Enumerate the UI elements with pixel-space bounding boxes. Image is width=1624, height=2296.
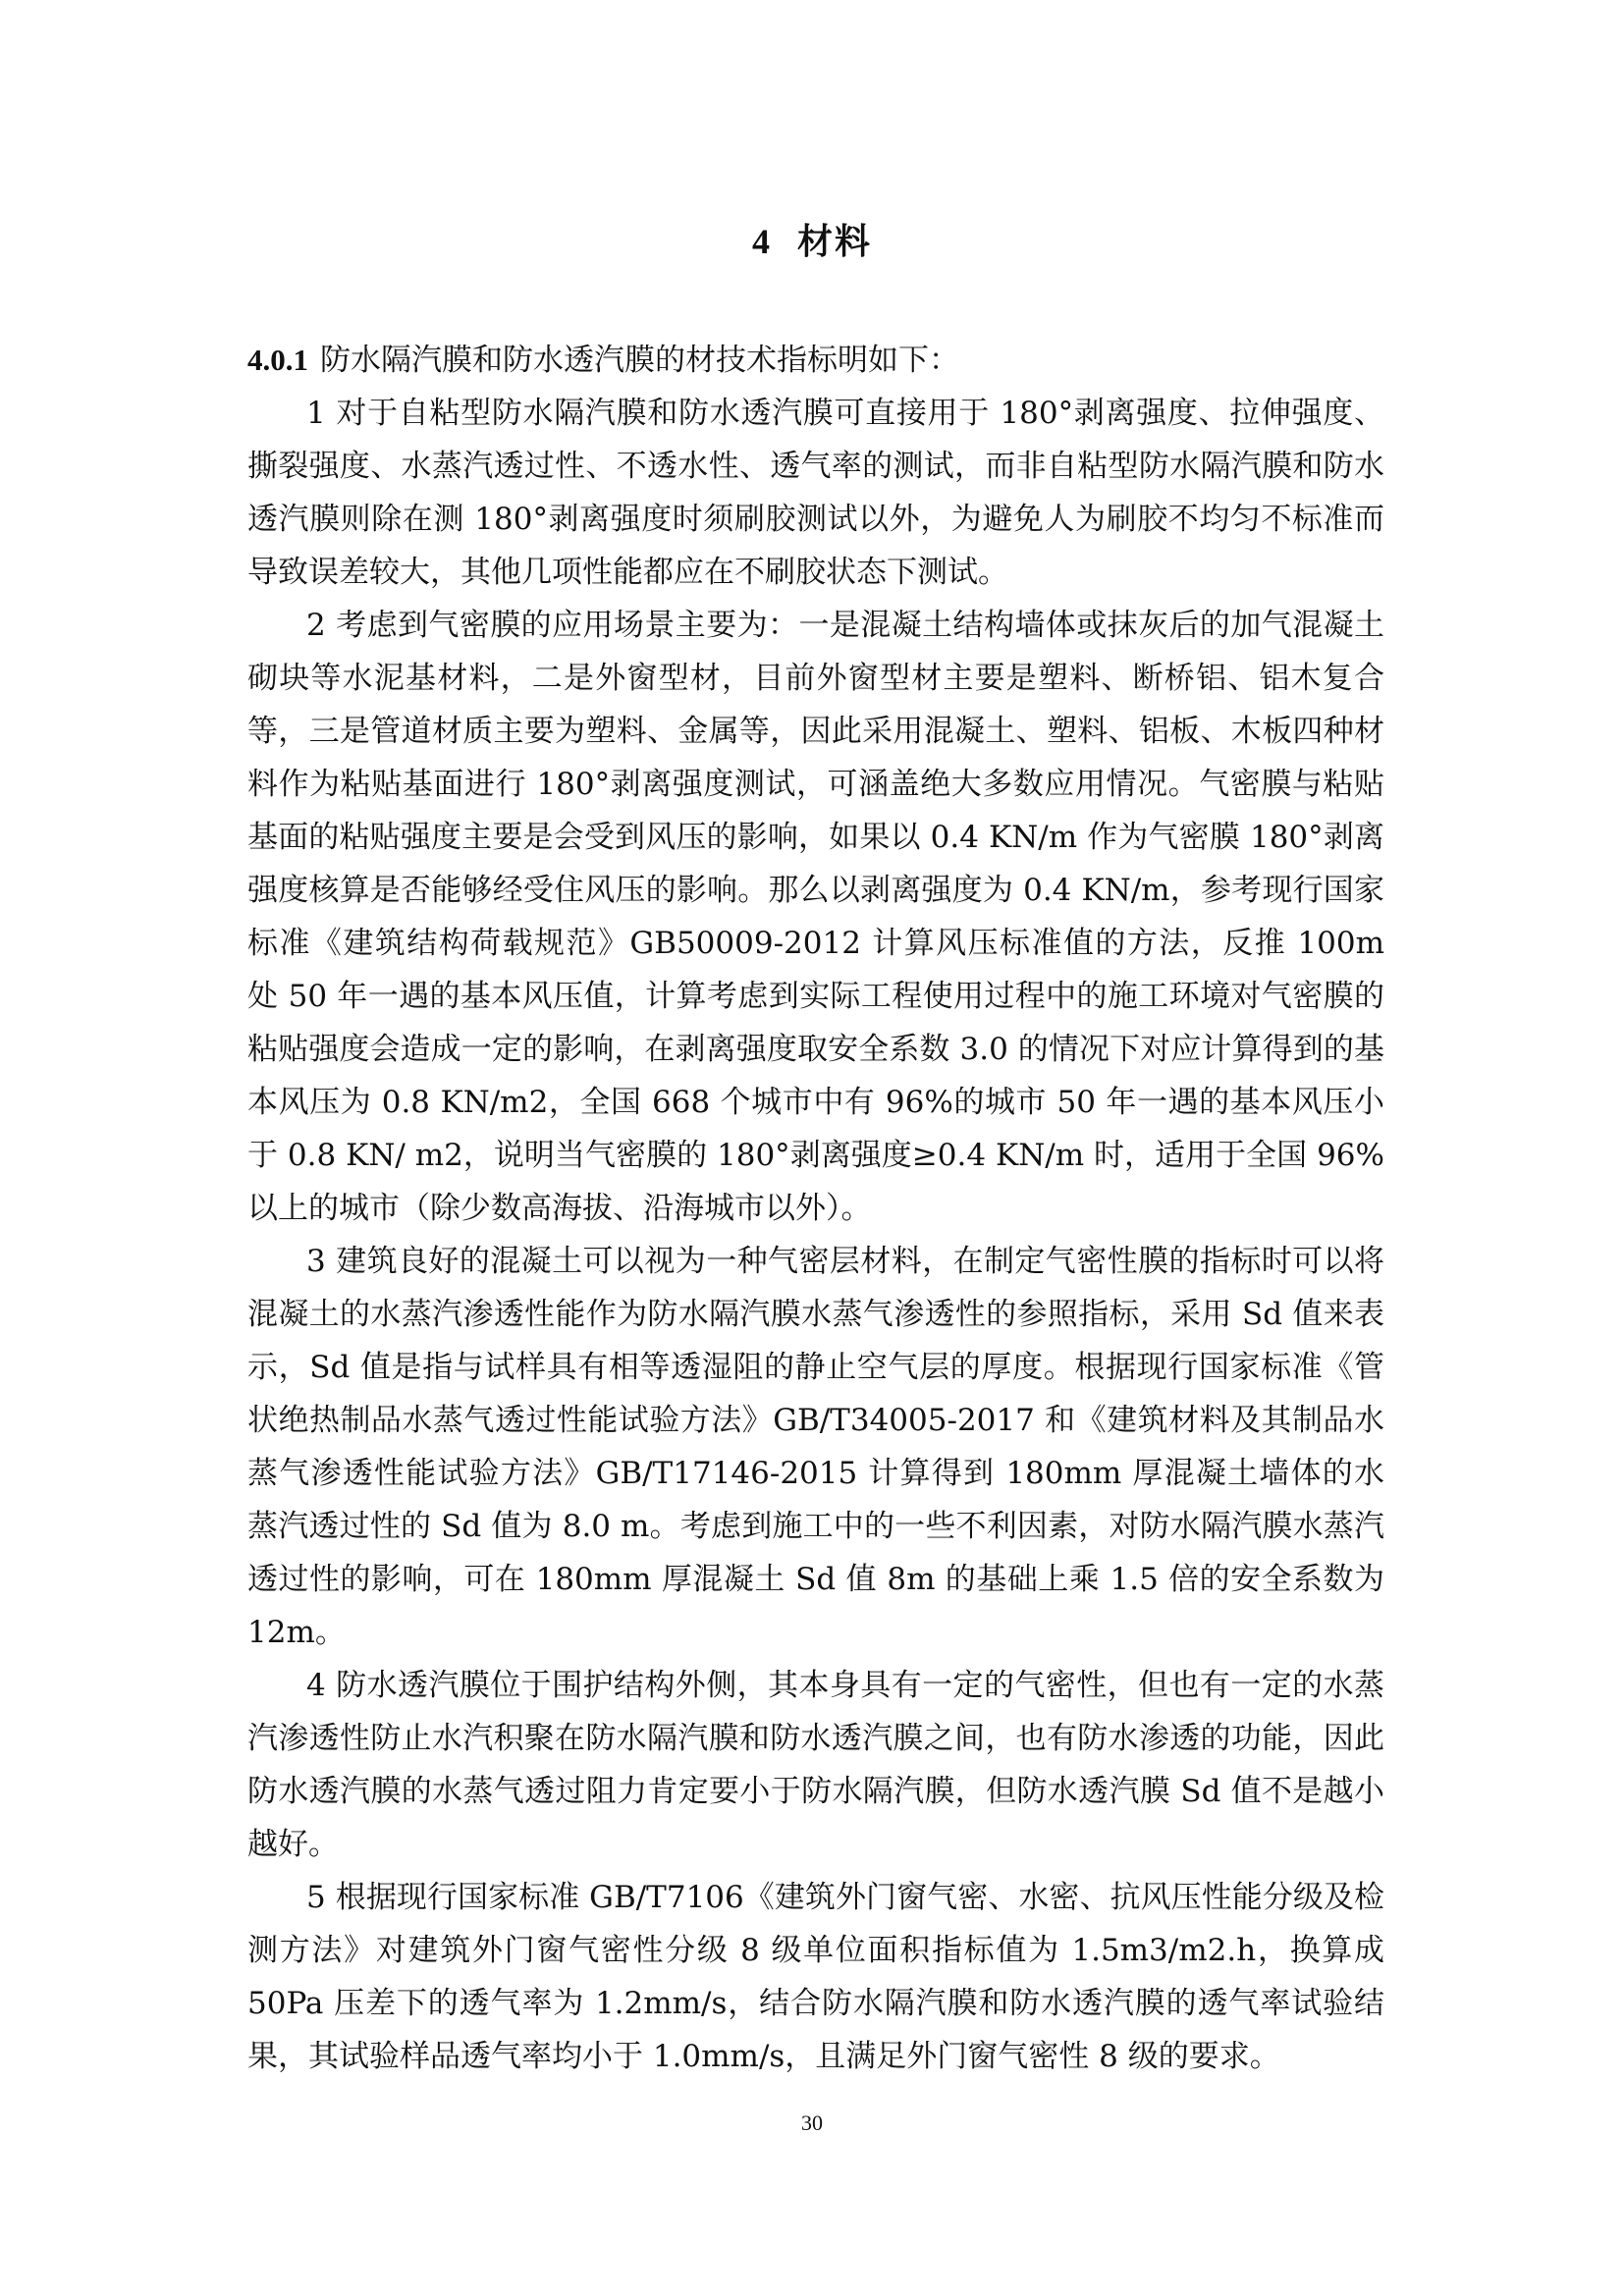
item-text: 考虑到气密膜的应用场景主要为：一是混凝土结构墙体或抹灰后的加气混凝土砌块等水泥基材料，二是外窗型材，目前外窗型材主要是塑料、断桥铝、铝木复合等，三是管道材质主要为塑料、金属等，因此采用混凝土、塑料、铝板、木板四种材料作为粘贴基面进行 180°剥离强度测试，可涵盖绝大多数应用情况。气密膜与粘贴基面的粘贴强度主要是会受到风压的影响，如果以 0.4 KN/m 作为气密膜 180°剥离强度核算是否能够经受住风压的影响。那么以剥离强度为 0.4 KN/m，参考现行国家标准《建筑结构荷载规范》GB50009-2012 计算风压标准值的方法，反推 100m 处 50 年一遇的基本风压值，计算考虑到实际工程使用过程中的施工环境对气密膜的粘贴强度会造成一定的影响，在剥离强度取安全系数 3.0 的情况下对应计算得到的基本风压为 0.8 KN/m2，全国 668 个城市中有 96%的城市 50 年一遇的基本风压小于 0.8 KN/ m2，说明当气密膜的 180°剥离强度≥0.4 KN/m 时，适用于全国 96%以上的城市（除少数高海拔、沿海城市以外）。 — [247, 608, 1384, 1226]
item-text: 根据现行国家标准 GB/T7106《建筑外门窗气密、水密、抗风压性能分级及检测方法》对建筑外门窗气密性分级 8 级单位面积指标值为 1.5m3/m2.h，换算成 50Pa 压差下的透气率为 1.2mm/s，结合防水隔汽膜和防水透汽膜的透气率试验结果，其试验样品透气率均小于 1.0mm/s，且满足外门窗气密性 8 级的要求。 — [247, 1880, 1384, 2074]
chapter-title — [0, 218, 1624, 266]
item-number: 5 — [306, 1880, 326, 1915]
item-number: 4 — [306, 1668, 326, 1703]
page-number: 30 — [801, 2110, 823, 2135]
item-text: 建筑良好的混凝土可以视为一种气密层材料，在制定气密性膜的指标时可以将混凝土的水蒸汽渗透性能作为防水隔汽膜水蒸气渗透性的参照指标，采用 Sd 值来表示，Sd 值是指与试样具有相等透湿阻的静止空气层的厚度。根据现行国家标准《管状绝热制品水蒸气透过性能试验方法》GB/T34005-2017 和《建筑材料及其制品水蒸气渗透性能试验方法》GB/T17146-2015 计算得到 180mm 厚混凝土墙体的水蒸汽透过性的 Sd 值为 8.0 m。考虑到施工中的一些不利因素，对防水隔汽膜水蒸汽透过性的影响，可在 180mm 厚混凝土 Sd 值 8m 的基础上乘 1.5 倍的安全系数为 12m。 — [247, 1244, 1384, 1650]
body-text — [247, 334, 1384, 2083]
item-number: 3 — [306, 1244, 326, 1279]
item-number: 1 — [306, 396, 326, 431]
item-text: 防水透汽膜位于围护结构外侧，其本身具有一定的气密性，但也有一定的水蒸汽渗透性防止水汽积聚在防水隔汽膜和防水透汽膜之间，也有防水渗透的功能，因此防水透汽膜的水蒸气透过阻力肯定要小于防水隔汽膜，但防水透汽膜 Sd 值不是越小越好。 — [247, 1668, 1384, 1862]
item-paragraph-1 — [247, 387, 1384, 599]
clause-text: 防水隔汽膜和防水透汽膜的材技术指标明如下： — [320, 343, 959, 378]
chapter-title-text: 材料 — [796, 222, 872, 262]
clause-paragraph — [247, 334, 1384, 387]
item-paragraph-2 — [247, 599, 1384, 1235]
item-paragraph-5 — [247, 1871, 1384, 2083]
item-number: 2 — [306, 608, 326, 643]
item-paragraph-3 — [247, 1235, 1384, 1659]
item-text: 对于自粘型防水隔汽膜和防水透汽膜可直接用于 180°剥离强度、拉伸强度、撕裂强度、水蒸汽透过性、不透水性、透气率的测试，而非自粘型防水隔汽膜和防水透汽膜则除在测 180°剥离强度时须刷胶测试以外，为避免人为刷胶不均匀不标准而导致误差较大，其他几项性能都应在不刷胶状态下测试。 — [247, 396, 1384, 590]
clause-number: 4.0.1 — [247, 343, 308, 377]
chapter-number: 4 — [751, 222, 772, 261]
item-paragraph-4 — [247, 1659, 1384, 1871]
